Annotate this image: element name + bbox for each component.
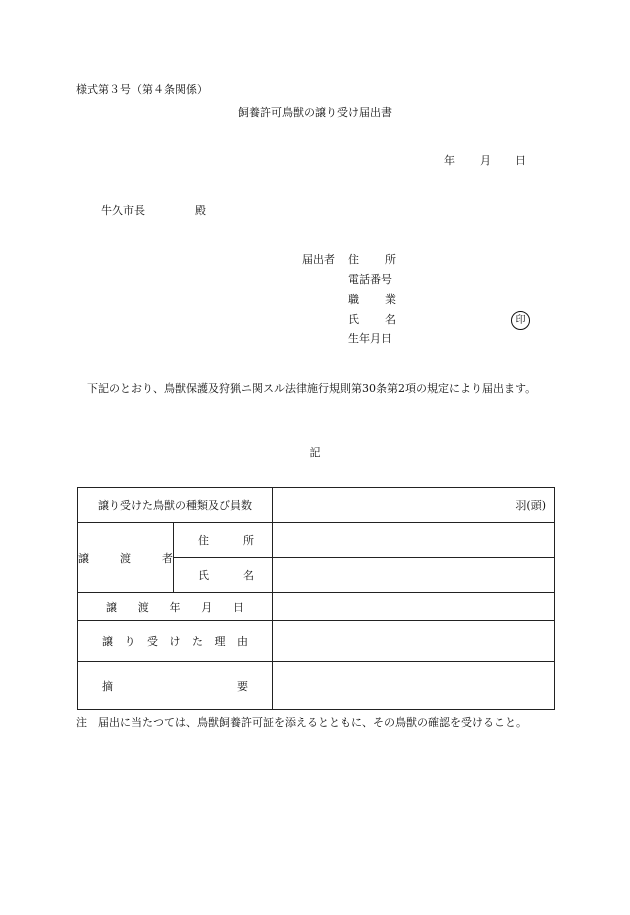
date-day-label: 日 <box>515 154 526 167</box>
remarks-label: 摘 要 <box>78 662 273 710</box>
document-title: 飼養許可鳥獣の譲り受け届出書 <box>238 106 392 119</box>
species-count-label: 譲り受けた鳥獣の種類及び員数 <box>78 488 273 523</box>
applicant-label: 届出者 <box>302 253 335 266</box>
table-row <box>78 662 555 710</box>
seal-mark: 印 <box>511 311 530 330</box>
footnote: 注 届出に当たつては、鳥獣飼養許可証を添えるとともに、その鳥獣の確認を受けること。 <box>76 716 527 729</box>
table-row <box>78 488 555 523</box>
transferor-address-label: 住 所 <box>174 523 273 558</box>
applicant-phone-label: 電話番号 <box>348 273 392 286</box>
addressee-name: 牛久市長 <box>101 204 145 217</box>
species-count-field[interactable] <box>273 488 555 523</box>
notification-table <box>77 487 555 710</box>
table-row <box>78 593 555 621</box>
date-year-label: 年 <box>444 154 455 167</box>
transferor-name-field[interactable] <box>273 558 555 593</box>
remarks-field[interactable] <box>273 662 555 710</box>
date-month-label: 月 <box>480 154 491 167</box>
applicant-birthdate-label: 生年月日 <box>348 332 392 345</box>
transferor-label-cell <box>78 523 174 593</box>
applicant-occupation-label: 職 業 <box>348 293 396 306</box>
applicant-name-label: 氏 名 <box>348 313 396 326</box>
body-paragraph: 下記のとおり、鳥獣保護及狩猟ニ関スル法律施行規則第30条第2項の規定により届出ます。 <box>87 382 537 395</box>
addressee-honorific: 殿 <box>195 204 206 217</box>
applicant-address-label: 住 所 <box>348 253 396 266</box>
form-number: 様式第３号（第４条関係） <box>76 83 208 96</box>
species-count-unit: 羽(頭) <box>515 499 546 512</box>
reason-label: 譲 り 受 け た 理 由 <box>78 621 273 662</box>
transferor-label: 譲 渡 者 <box>78 551 173 565</box>
table-row <box>78 523 555 558</box>
ki-label: 記 <box>309 446 321 459</box>
transferor-address-field[interactable] <box>273 523 555 558</box>
transfer-date-label: 譲 渡 年 月 日 <box>78 593 273 621</box>
reason-field[interactable] <box>273 621 555 662</box>
table-row <box>78 621 555 662</box>
transferor-name-label: 氏 名 <box>174 558 273 593</box>
transfer-date-field[interactable] <box>273 593 555 621</box>
